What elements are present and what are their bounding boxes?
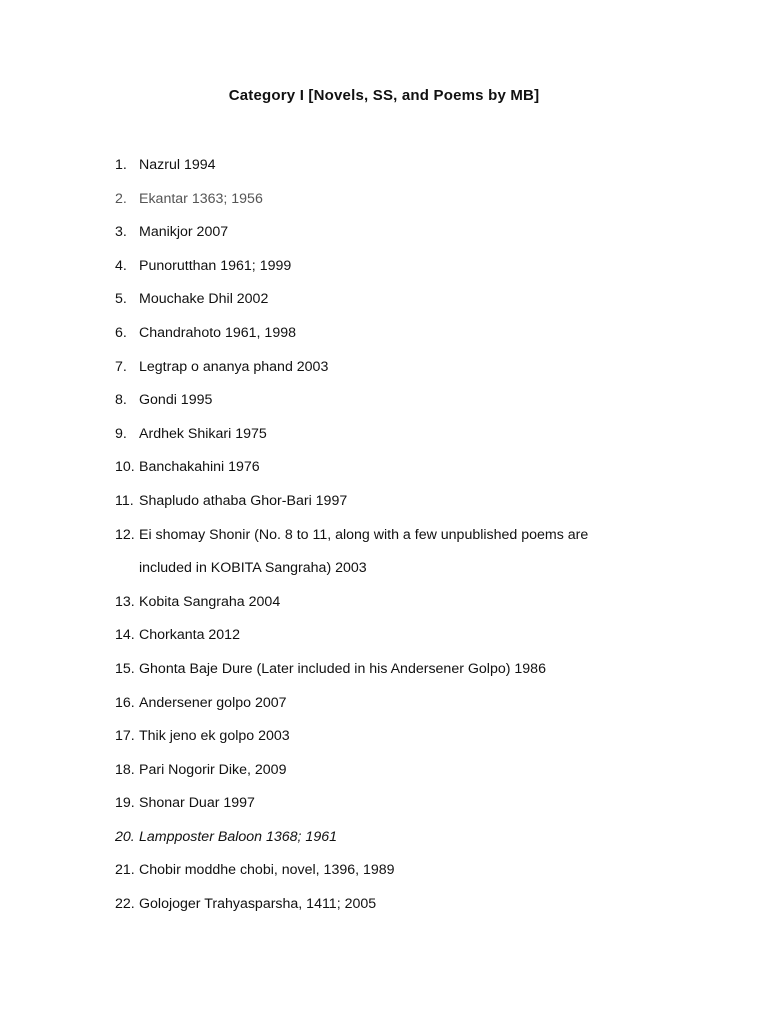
item-number: 14. (115, 627, 135, 644)
item-text: Pari Nogorir Dike, 2009 (139, 761, 287, 778)
item-number: 11. (115, 492, 134, 509)
item-text: Lampposter Baloon 1368; 1961 (139, 828, 337, 845)
item-text: Ei shomay Shonir (No. 8 to 11, along with a few unpublished poems are (139, 526, 589, 543)
list-item (0, 425, 768, 459)
list-item (0, 458, 768, 492)
item-number: 5. (115, 291, 127, 308)
item-number: 9. (115, 425, 127, 442)
works-list (0, 156, 768, 929)
item-text: Mouchake Dhil 2002 (139, 291, 269, 308)
item-text: Shonar Duar 1997 (139, 795, 255, 812)
list-item (0, 761, 768, 795)
item-text: Manikjor 2007 (139, 224, 229, 241)
item-number: 13. (115, 593, 135, 610)
list-item (0, 257, 768, 291)
item-number: 17. (115, 728, 135, 745)
item-number: 10. (115, 459, 135, 476)
list-item (0, 391, 768, 425)
list-item (0, 223, 768, 257)
list-item (0, 526, 768, 593)
item-number: 3. (115, 224, 127, 241)
list-item (0, 626, 768, 660)
item-number: 20. (115, 828, 135, 845)
item-number: 19. (115, 795, 135, 812)
list-item (0, 290, 768, 324)
list-item (0, 324, 768, 358)
item-number: 8. (115, 392, 127, 409)
list-item (0, 861, 768, 895)
list-item (0, 492, 768, 526)
list-item (0, 660, 768, 694)
item-text: Legtrap o ananya phand 2003 (139, 358, 329, 375)
item-text: Andersener golpo 2007 (139, 694, 287, 711)
list-item (0, 694, 768, 728)
list-item (0, 727, 768, 761)
item-text: Ekantar 1363; 1956 (139, 190, 263, 207)
item-number: 15. (115, 660, 135, 677)
list-item (0, 156, 768, 190)
item-text: Ghonta Baje Dure (Later included in his Andersener Golpo) 1986 (139, 660, 546, 677)
item-number: 7. (115, 358, 127, 375)
item-text: Shapludo athaba Ghor-Bari 1997 (139, 492, 348, 509)
page-title: Category I [Novels, SS, and Poems by MB] (228, 87, 540, 104)
list-item (0, 828, 768, 862)
item-number: 18. (115, 761, 135, 778)
item-text: Chorkanta 2012 (139, 627, 240, 644)
item-text: Chandrahoto 1961, 1998 (139, 324, 296, 341)
item-number: 16. (115, 694, 135, 711)
item-text: Golojoger Trahyasparsha, 1411; 2005 (139, 896, 377, 913)
item-text: Gondi 1995 (139, 392, 213, 409)
item-number: 22. (115, 896, 135, 913)
item-number: 12. (115, 526, 135, 543)
item-number: 1. (115, 157, 127, 173)
item-number: 21. (115, 862, 135, 879)
item-number: 4. (115, 257, 127, 274)
list-item (0, 593, 768, 627)
list-item (0, 190, 768, 224)
list-item (0, 358, 768, 392)
item-text: Thik jeno ek golpo 2003 (139, 728, 290, 745)
item-text-continued: included in KOBITA Sangraha) 2003 (139, 560, 367, 577)
item-text: Punorutthan 1961; 1999 (139, 257, 292, 274)
item-text: Kobita Sangraha 2004 (139, 593, 281, 610)
item-text: Ardhek Shikari 1975 (139, 425, 267, 442)
item-text: Nazrul 1994 (139, 157, 216, 173)
item-number: 2. (115, 190, 127, 207)
list-item (0, 895, 768, 929)
list-item (0, 794, 768, 828)
item-number: 6. (115, 324, 127, 341)
item-text: Chobir moddhe chobi, novel, 1396, 1989 (139, 862, 395, 879)
item-text: Banchakahini 1976 (139, 459, 260, 476)
